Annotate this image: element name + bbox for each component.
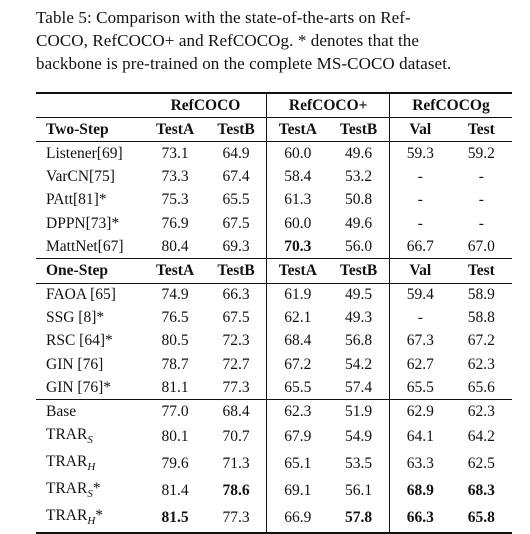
method-name: GIN [76] <box>46 355 104 373</box>
table-cell: 54.2 <box>345 355 373 373</box>
table-cell: 68.3 <box>467 482 495 500</box>
method-name: MattNet[67] <box>46 237 124 255</box>
table-cell: 56.1 <box>345 482 373 500</box>
table-cell: 77.3 <box>206 505 267 533</box>
table-cell: 63.3 <box>389 451 450 478</box>
table-cell: 72.3 <box>222 332 250 350</box>
table-cell: 72.7 <box>222 355 250 373</box>
column-header: TestA <box>144 118 205 142</box>
table-cell: 79.6 <box>161 455 189 473</box>
method-name: $TRAR_H$ <box>46 452 96 473</box>
table-cell: 80.5 <box>161 332 189 350</box>
table-cell: 67.2 <box>467 332 495 350</box>
table-cell: 70.7 <box>222 428 250 446</box>
table-cell: 62.3 <box>267 400 328 424</box>
dataset-refcoco-plus: RefCOCO+ <box>267 93 390 118</box>
table-row <box>36 376 512 400</box>
table-cell: 61.3 <box>267 189 328 212</box>
table-cell: 73.1 <box>144 142 205 166</box>
table-cell: 81.1 <box>161 378 189 396</box>
table-body <box>36 118 512 533</box>
table-cell: 65.6 <box>467 378 495 396</box>
table-cell: 80.4 <box>161 237 189 255</box>
table-cell: - <box>478 214 484 232</box>
table-cell: 75.3 <box>161 191 189 209</box>
table-cell: 53.2 <box>345 168 373 186</box>
table-cell: 68.4 <box>206 400 267 424</box>
section-label: One-Step <box>36 259 144 283</box>
table-cell: 54.9 <box>345 428 373 446</box>
table-row <box>36 478 512 505</box>
table-cell: 69.1 <box>267 478 328 505</box>
table-cell: 71.3 <box>222 455 250 473</box>
method-name: GIN [76]* <box>46 378 111 396</box>
table-cell: 56.8 <box>345 332 373 350</box>
table-cell: 53.5 <box>345 455 373 473</box>
table-row <box>36 505 512 533</box>
table-cell: - <box>478 168 484 186</box>
table-cell: 58.9 <box>451 283 512 307</box>
section-label: Two-Step <box>36 118 144 142</box>
method-name: Base <box>36 400 144 424</box>
table-cell: 81.4 <box>161 482 189 500</box>
table-cell: 60.0 <box>267 142 328 166</box>
table-cell: 64.2 <box>467 428 495 446</box>
table-cell: 67.3 <box>389 330 450 353</box>
table-cell: 49.6 <box>345 214 373 232</box>
table-cell: 76.5 <box>161 309 189 327</box>
method-name: DPPN[73]* <box>46 214 120 232</box>
column-header: TestB <box>206 118 267 142</box>
section-header-row <box>36 118 512 142</box>
table-cell: 67.5 <box>222 309 250 327</box>
method-name: $TRAR_H*$ <box>36 505 144 533</box>
table-cell: 49.5 <box>328 283 389 307</box>
table-row <box>36 212 512 235</box>
table-cell: 59.3 <box>389 142 450 166</box>
method-name: FAOA [65] <box>36 283 144 307</box>
table-caption <box>36 6 506 75</box>
table-cell: 58.8 <box>467 309 495 327</box>
table-cell: 51.9 <box>328 400 389 424</box>
table-cell: 49.6 <box>328 142 389 166</box>
table-cell: - <box>389 189 450 212</box>
table-cell: 59.2 <box>451 142 512 166</box>
table-cell: 66.3 <box>389 505 450 533</box>
table-cell: 77.0 <box>144 400 205 424</box>
table-cell: - <box>478 191 484 209</box>
table-cell: 67.9 <box>267 424 328 451</box>
table-cell: 73.3 <box>161 168 189 186</box>
table-cell: 49.3 <box>345 309 373 327</box>
table-cell: 77.3 <box>222 378 250 396</box>
table-row <box>36 400 512 424</box>
table-cell: - <box>389 212 450 235</box>
column-header: Val <box>389 118 450 142</box>
caption-line-3: backbone is pre-trained on the complete MS-COCO dataset. <box>36 54 452 73</box>
table-row <box>36 451 512 478</box>
table-cell: 66.7 <box>389 235 450 259</box>
column-header: Val <box>389 259 450 283</box>
comparison-table <box>36 92 512 534</box>
dataset-refcocog: RefCOCOg <box>389 93 512 118</box>
method-name: PAtt[81]* <box>46 191 107 209</box>
table-cell: 56.0 <box>345 237 373 255</box>
table-cell: 62.3 <box>467 355 495 373</box>
table-cell: 64.1 <box>389 424 450 451</box>
table-cell: 68.4 <box>267 330 328 353</box>
table-cell: 65.5 <box>389 376 450 400</box>
table-cell: 65.5 <box>267 376 328 400</box>
table-cell: 66.9 <box>267 505 328 533</box>
caption-line-2: COCO, RefCOCO+ and RefCOCOg. * denotes that the <box>36 31 420 50</box>
table-cell: 67.4 <box>222 168 250 186</box>
table-cell: 50.8 <box>345 191 373 209</box>
table-row <box>36 283 512 307</box>
column-header: TestA <box>267 118 328 142</box>
table-cell: 58.4 <box>267 166 328 189</box>
table-cell: 57.8 <box>328 505 389 533</box>
table-cell: 65.5 <box>222 191 250 209</box>
table-cell: 62.1 <box>267 307 328 330</box>
method-name: SSG [8]* <box>46 309 105 327</box>
column-header: Test <box>451 259 512 283</box>
table-cell: 81.5 <box>144 505 205 533</box>
table-cell: 67.2 <box>267 353 328 376</box>
table-cell: 61.9 <box>267 283 328 307</box>
table-cell: 65.8 <box>451 505 512 533</box>
table-cell: 67.0 <box>467 237 495 255</box>
method-name: $TRAR_S$ <box>46 425 93 446</box>
dataset-header-row <box>36 93 512 118</box>
table-row <box>36 424 512 451</box>
column-header: TestB <box>206 259 267 283</box>
table-cell: 60.0 <box>267 212 328 235</box>
table-cell: 66.3 <box>206 283 267 307</box>
caption-line-1: Table 5: Comparison with the state-of-the-arts on Ref- <box>36 8 411 27</box>
method-name: RSC [64]* <box>46 332 113 350</box>
table-cell: 74.9 <box>144 283 205 307</box>
table-cell: 78.7 <box>161 355 189 373</box>
table-row <box>36 235 512 259</box>
dataset-refcoco: RefCOCO <box>144 93 267 118</box>
column-header: TestA <box>144 259 205 283</box>
table-cell: 76.9 <box>161 214 189 232</box>
table-row <box>36 166 512 189</box>
table-cell: 65.1 <box>267 451 328 478</box>
table-cell: 68.9 <box>389 478 450 505</box>
table-cell: 69.3 <box>222 237 250 255</box>
column-header: TestB <box>328 259 389 283</box>
column-header: TestA <box>267 259 328 283</box>
column-header: Test <box>451 118 512 142</box>
table-cell: 62.5 <box>467 455 495 473</box>
table-cell: 62.3 <box>451 400 512 424</box>
table-row <box>36 330 512 353</box>
method-name: VarCN[75] <box>46 168 115 186</box>
method-name: Listener[69] <box>36 142 144 166</box>
table-row <box>36 189 512 212</box>
table-cell: 62.7 <box>389 353 450 376</box>
column-header: TestB <box>328 118 389 142</box>
table-row <box>36 307 512 330</box>
table-cell: 70.3 <box>267 235 328 259</box>
section-header-row <box>36 259 512 283</box>
method-name: $TRAR_S*$ <box>46 479 101 500</box>
table-cell: 67.5 <box>222 214 250 232</box>
table-cell: 59.4 <box>389 283 450 307</box>
table-cell: - <box>389 307 450 330</box>
table-cell: 78.6 <box>222 482 250 500</box>
table-cell: 57.4 <box>345 378 373 396</box>
table-cell: - <box>389 166 450 189</box>
table-cell: 64.9 <box>206 142 267 166</box>
table-cell: 80.1 <box>161 428 189 446</box>
table-row <box>36 353 512 376</box>
table-row <box>36 142 512 166</box>
table-cell: 62.9 <box>389 400 450 424</box>
